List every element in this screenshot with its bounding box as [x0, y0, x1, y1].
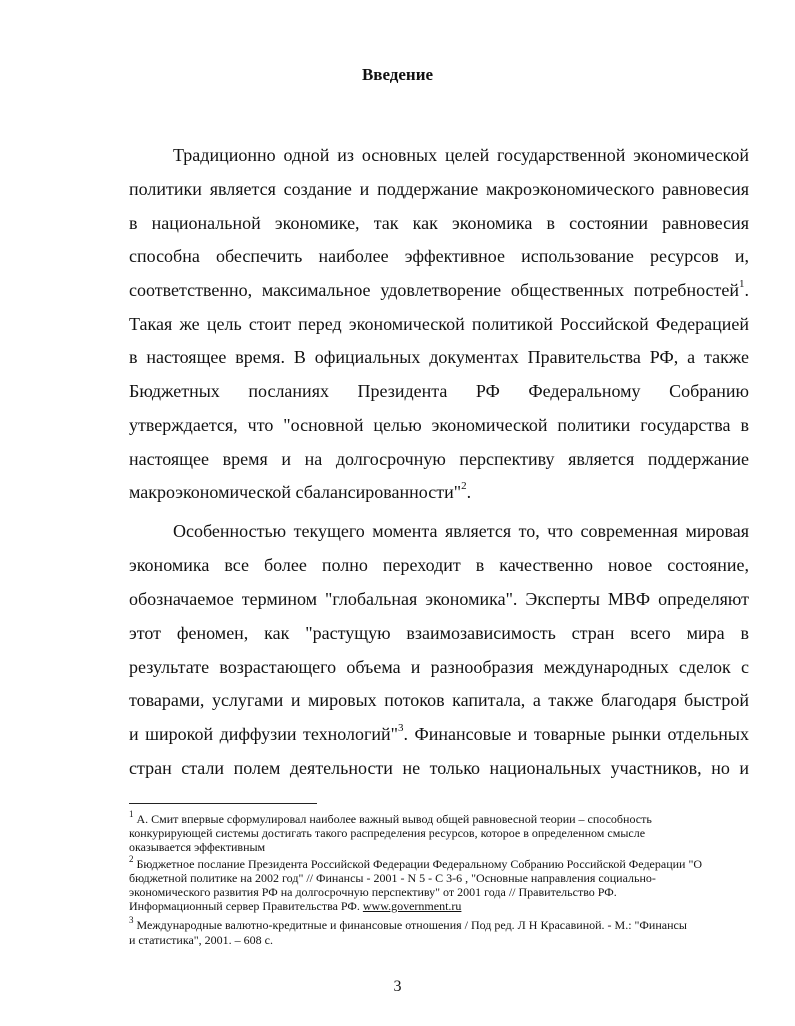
text-line: Особенностью текущего момента является то, что современная мировая	[173, 521, 749, 541]
government-site-link[interactable]: www.government.ru	[362, 899, 462, 913]
text-line: в национальной экономике, так как экономика в состоянии равновесия	[129, 213, 749, 233]
footnote-line	[129, 915, 754, 933]
text-line: утверждается, что "основной целью экономической политики государства в	[129, 415, 749, 435]
text-line	[129, 479, 749, 505]
text-line: результате возрастающего объема и разнообразия международных сделок с	[129, 657, 749, 677]
footnote-number: 1	[129, 809, 134, 819]
text-line: экономика все более полно переходит в качественно новое состояние,	[129, 555, 749, 575]
text-line: товарами, услугами и мировых потоков капитала, а также благодаря быстрой	[129, 690, 749, 710]
text-line: в настоящее время. В официальных документах Правительства РФ, а также	[129, 347, 749, 367]
footnote-number: 3	[129, 915, 134, 925]
footnote-line: и статистика", 2001. – 608 с.	[129, 933, 274, 947]
footnote-line	[129, 809, 754, 827]
footnote-text: Международные валютно-кредитные и финансовые отношения / Под ред. Л Н Красавиной. - М.: "Финансы	[133, 918, 687, 932]
page-title: Введение	[361, 65, 434, 84]
text-line: обозначаемое термином "глобальная экономика". Эксперты МВФ определяют	[129, 589, 749, 609]
text-line: настоящее время и на долгосрочную перспективу является поддержание	[129, 449, 749, 469]
footnote-line	[129, 854, 754, 872]
line-text: и широкой диффузии технологий"	[129, 724, 399, 744]
line-end: .	[466, 482, 472, 502]
page-number: 3	[393, 978, 402, 995]
line-end: .	[744, 280, 749, 300]
text-line: Бюджетных посланиях Президента РФ Федеральному Собранию	[129, 381, 749, 401]
footnote-line: бюджетной политике на 2002 год" // Финансы - 2001 - N 5 - С 3-6 , "Основные направления социально-	[129, 871, 656, 885]
text-line: Такая же цель стоит перед экономической политикой Российской Федерацией	[129, 314, 749, 334]
footnote-number: 2	[129, 854, 134, 864]
footnote-separator	[129, 803, 317, 804]
footnote-text: А. Смит впервые сформулировал наиболее важный вывод общей равновесной теории – способность	[133, 812, 652, 826]
footnote-line	[129, 899, 754, 914]
footnote-ref-1[interactable]: 1	[739, 278, 745, 290]
text-line: способна обеспечить наиболее эффективное использование ресурсов и,	[129, 246, 749, 266]
text-line: стран стали полем деятельности не только национальных участников, но и	[129, 758, 749, 778]
footnote-ref-3[interactable]: 3	[398, 722, 404, 734]
footnote-text: Бюджетное послание Президента Российской Федерации Федеральному Собранию Российской Федерации "О	[133, 857, 703, 871]
text-line: Традиционно одной из основных целей государственной экономической	[173, 145, 749, 165]
line-text: макроэкономической сбалансированности"	[129, 482, 462, 502]
text-line: политики является создание и поддержание макроэкономического равновесия	[129, 179, 749, 199]
text-line	[129, 277, 749, 303]
line-text: соответственно, максимальное удовлетворение общественных потребностей	[129, 280, 739, 300]
line-text: . Финансовые и товарные рынки отдельных	[403, 724, 749, 744]
footnote-line: оказывается эффективным	[129, 840, 266, 854]
text-line: этот феномен, как "растущую взаимозависимость стран всего мира в	[129, 623, 749, 643]
footnote-ref-2[interactable]: 2	[461, 480, 467, 492]
footnote-text: Информационный сервер Правительства РФ.	[129, 899, 363, 913]
text-line	[129, 721, 749, 747]
footnote-line: конкурирующей системы достигать такого распределения ресурсов, которое в определенном смысле	[129, 826, 646, 840]
footnote-line: экономического развития РФ на долгосрочную перспективу" от 2001 года // Правительство РФ.	[129, 885, 617, 899]
